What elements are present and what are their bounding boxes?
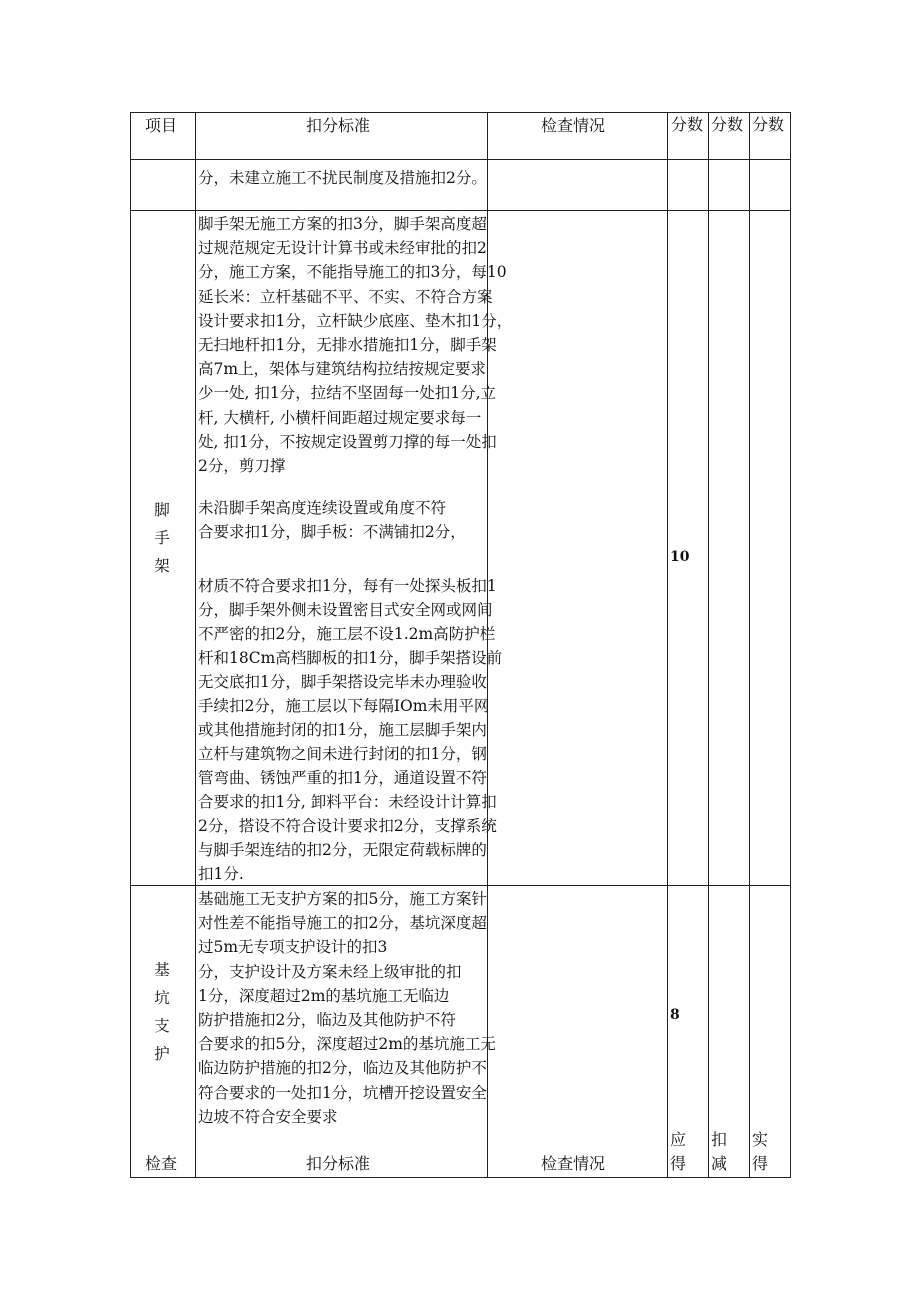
pit-lines-line: 边坡不符合安全要求 bbox=[198, 1107, 338, 1126]
scaffold-item-label: 脚 手 架 bbox=[154, 501, 170, 575]
scaffold-c-line: 无交底扣1分，脚手架搭设完毕未办理验收 bbox=[198, 673, 487, 691]
pit-lines-line: 防护措施扣2分，临边及其他防护不符 bbox=[198, 1011, 456, 1029]
scaffold-a-line: 处, 扣1分，不按规定设置剪刀撑的每一处扣 bbox=[198, 432, 497, 451]
header-standard: 扣分标准 bbox=[306, 116, 371, 135]
header-item: 项目 bbox=[145, 116, 178, 135]
scaffold-b-line: 未沿脚手架高度连续设置或角度不符 bbox=[198, 499, 447, 517]
header-score-1: 分数 bbox=[671, 115, 704, 134]
scaffold-c-line: 手续扣2分，施工层以下每隔IOm未用平网 bbox=[198, 697, 490, 715]
scaffold-a-line: 2分，剪刀撑 bbox=[198, 457, 286, 475]
scaffold-a-line: 延长米：立杆基础不平、不实、不符合方案 bbox=[198, 287, 493, 306]
header-check: 检查情况 bbox=[541, 116, 606, 135]
pit-lines-line: 分，支护设计及方案未经上级审批的扣 bbox=[198, 962, 462, 981]
pit-lines-line: 对性差不能指导施工的扣2分，基坑深度超 bbox=[198, 914, 487, 933]
scaffold-c-line: 2分，搭设不符合设计要求扣2分，支撑系统 bbox=[198, 817, 497, 835]
scaffold-c-line: 立杆与建筑物之间未进行封闭的扣1分，钢 bbox=[198, 745, 487, 763]
scaffold-a-line: 少一处, 扣1分，拉结不坚固每一处扣1分,立 bbox=[198, 384, 497, 403]
scaffold-c-line: 不严密的扣2分，施工层不设1.2m高防护栏 bbox=[198, 625, 496, 643]
continued-row-standard: 分，未建立施工不扰民制度及措施扣2分。 bbox=[198, 169, 487, 187]
pit-lines-line: 合要求的扣5分，深度超过2m的基坑施工无 bbox=[198, 1035, 496, 1054]
scaffold-c-line: 管弯曲、锈蚀严重的扣1分，通道设置不符 bbox=[198, 769, 487, 787]
scaffold-a-line: 分，施工方案，不能指导施工的扣3分，每10 bbox=[198, 263, 507, 282]
footer-score-3: 实得 bbox=[752, 1130, 769, 1173]
scaffold-a-line: 杆, 大横杆, 小横杆间距超过规定要求每一 bbox=[198, 408, 482, 427]
footer-check: 检查情况 bbox=[541, 1154, 606, 1173]
scaffold-a-line: 脚手架无施工方案的扣3分，脚手架高度超 bbox=[198, 215, 487, 233]
header-score-3: 分数 bbox=[752, 115, 785, 134]
scaffold-score: 10 bbox=[670, 549, 690, 565]
pit-lines-line: 符合要求的一处扣1分，坑槽开挖设置安全 bbox=[198, 1083, 487, 1102]
footer-item: 检查 bbox=[145, 1154, 178, 1173]
scaffold-b-line: 合要求扣1分，脚手板：不满铺扣2分， bbox=[198, 523, 466, 542]
scaffold-a-line: 设计要求扣1分，立杆缺少底座、垫木扣1分， bbox=[198, 311, 513, 330]
scaffold-c-line: 合要求的扣1分, 卸料平台：未经设计计算扣 bbox=[198, 793, 497, 811]
scaffold-a-line: 无扫地杆扣1分，无排水措施扣1分，脚手架 bbox=[198, 336, 497, 354]
pit-lines-line: 1分，深度超过2m的基坑施工无临边 bbox=[198, 986, 450, 1005]
scaffold-a-line: 过规范规定无设计计算书或未经审批的扣2 bbox=[198, 239, 487, 258]
scaffold-c-line: 杆和18Cm高档脚板的扣1分，脚手架搭设前 bbox=[198, 649, 503, 667]
pit-item-label: 基 坑 支 护 bbox=[154, 961, 170, 1063]
scaffold-c-line: 扣1分. bbox=[198, 865, 244, 883]
pit-lines-line: 临边防护措施的扣2分，临边及其他防护不 bbox=[198, 1059, 487, 1078]
footer-standard: 扣分标准 bbox=[306, 1154, 371, 1173]
scaffold-a-line: 高7m上，架体与建筑结构拉结按规定要求 bbox=[198, 360, 487, 379]
pit-lines-line: 基础施工无支护方案的扣5分，施工方案针 bbox=[198, 890, 487, 908]
scaffold-c-line: 与脚手架连结的扣2分，无限定荷载标牌的 bbox=[198, 841, 487, 859]
header-score-2: 分数 bbox=[711, 115, 744, 134]
footer-score-1: 应得 bbox=[670, 1130, 687, 1173]
footer-score-2: 扣减 bbox=[711, 1130, 728, 1173]
pit-lines-line: 过5m无专项支护设计的扣3 bbox=[198, 938, 388, 957]
scaffold-c-line: 材质不符合要求扣1分，每有一处探头板扣1 bbox=[198, 577, 497, 595]
pit-score: 8 bbox=[670, 1007, 680, 1023]
scaffold-c-line: 分，脚手架外侧未设置密目式安全网或网间 bbox=[198, 601, 493, 619]
scaffold-c-line: 或其他措施封闭的扣1分，施工层脚手架内 bbox=[198, 721, 487, 739]
